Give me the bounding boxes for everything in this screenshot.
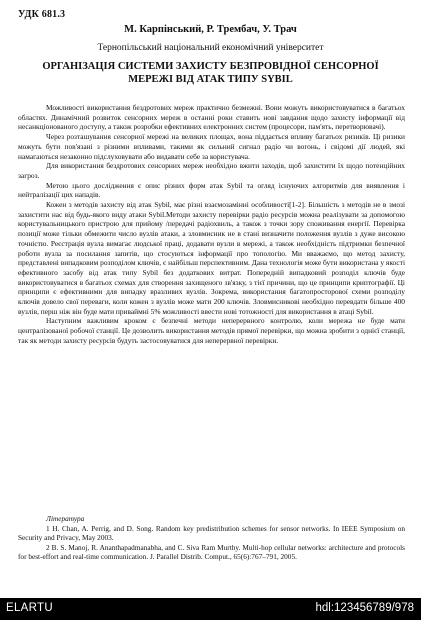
- references: [18, 514, 405, 562]
- paragraph: Через розташування сенсорної мережі на великих площах, вона піддається впливу багатьох ризиків. Ці ризики можуть бути пов'язані з різними впливами, такими як сильний сигнал радіо чи вогонь, і свідомі дії людей, які намагаються незаконно підслуховувати або видавати себе за користувача.: [18, 132, 405, 161]
- references-heading: Література: [46, 514, 85, 523]
- paragraph: Для використання бездротових сенсорних мереж необхідно вжити заходів, щоб захистити їх щодо потенційних загроз.: [18, 161, 405, 180]
- paragraph: Метою цього дослідження є опис різних форм атак Sybil та огляд існуючих алгоритмів для виявлення і нейтралізації цих нападів.: [18, 180, 405, 200]
- repository-name: ELARTU: [6, 602, 53, 614]
- paragraph: Кожен з методів захисту від атак Sybil, має різні взаємозамінні особливості[1-2]. Більшість з методів не в змозі захистити нас від будь-якого виду атаки Sybil.Методи захисту перевірки радіо ресурсів можна реалізувати за допомогою користувальницького пристрою для прийому /передачі радіохвиль, а також з точки зору споживання енергії. Перевірка позиції може тільки обмежити число вузлів атаки, а зловмисник не в стані визначити положення вузлів з дуже високою точністю. Реєстрація вузла вимагає людської праці, додавати вузли в мережі, а також необхідність підтримки безпечної роботи вузла за посилання запитів, що стосуються інформації про топологію. Ми вважаємо, що метод захисту, представлені випадковим розподілом ключів, є найбільш перспективним. Дана технологія може бути використана у якості ефективного засобу від атак типу Sybil без додаткових витрат. Попередній випадковий розподіл ключів буде використовуватися в багатьох схемах для створення захищеного зв'язку, з тієї причини, що це принципи криптографії. Ці принципи є ефективними для випадку вразливих вузлів. Зокрема, використання багатопросторової схеми розподілу ключів довело свої переваги, коли кожен з вузлів може мати 200 ключів. Зловмисникові необхідно перевдати більше 400 вузлів, перш ніж він буде мати приваймні 5% можливості ввести нові тотожності для використання в атаці Sybil.: [18, 200, 405, 316]
- handle-link[interactable]: hdl:123456789/978: [315, 602, 414, 614]
- paragraph: Наступним важливим кроком є безпечні методи неперервного контролю, коли мережа не буде мати централізованої робочої станції. Це дозволить використання методів прямої перевірки, що можна зробити з однієї станції, так як методи захисту ресурсів будуть застосовуватися для неперервної перевірки.: [18, 316, 405, 345]
- authors: М. Карпінський, Р. Трембач, У. Трач: [124, 24, 297, 35]
- paper-title: ОРГАНІЗАЦІЯ СИСТЕМИ ЗАХИСТУ БЕЗПРОВІДНОЇ СЕНСОРНОЇ МЕРЕЖІ ВІД АТАК ТИПУ SYBIL: [42, 61, 379, 85]
- paragraph: Можливості використання бездротових мереж практично безмежні. Вони можуть використовуватися в багатьох областях. Динамічний розвиток сенсорних мереж в останні роки ставить нові завдання щодо захисту інформації від несанкціонованого доступу, а також розробки ефективних електронних систем (процесори, пам'ять, перетворювачі).: [18, 103, 405, 132]
- footer-bar: [0, 598, 421, 620]
- affiliation: Тернопільський національний економічний університет: [97, 43, 324, 53]
- body-text: [18, 103, 405, 346]
- udk-code: УДК 681.3: [18, 9, 66, 20]
- reference-item: 2 B. S. Manoj, R. Ananthapadmanabha, and C. Siva Ram Murthy. Multi-hop cellular networks: architecture and protocols for best-effort and real-time communication. J. Parallel Distrib. Comput., 65(6):767–791, 2005.: [18, 542, 405, 562]
- reference-item: 1 H. Chan, A. Perrig, and D. Song. Random key predistribution schemes for sensor networks. In IEEE Symposium on Security and Privacy, May 2003.: [18, 523, 405, 543]
